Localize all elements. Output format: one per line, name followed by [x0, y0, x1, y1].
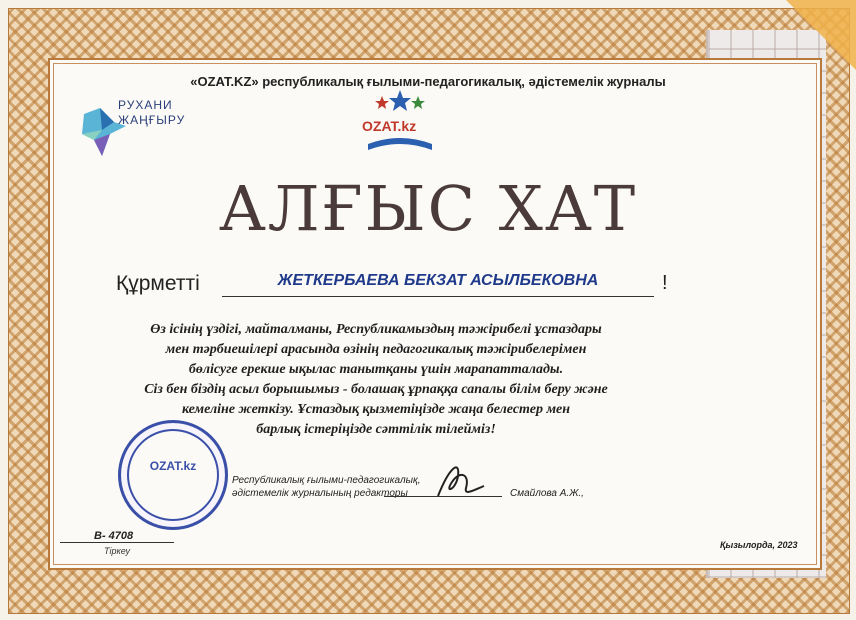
greeting-label: Құрметті — [116, 272, 200, 295]
city-date: Қызылорда, 2023 — [720, 540, 798, 550]
body-line: Өз ісінің үздігі, майталманы, Республикамыздың тәжірибелі ұстаздары — [150, 322, 602, 337]
recipient-name: ЖЕТКЕРБАЕВА БЕКЗАТ АСЫЛБЕКОВНА — [277, 272, 599, 289]
ozat-logo — [358, 88, 442, 158]
body-line: кемеліне жеткізу. Ұстаздық қызметіңізде жаңа белестер мен — [181, 402, 571, 417]
rukhani-zhangyru-logo — [80, 98, 200, 162]
signature-line — [384, 496, 502, 497]
exclamation-mark: ! — [662, 272, 668, 294]
certificate-title: АЛҒЫС ХАТ — [218, 172, 638, 245]
body-line: бөлісуге ерекше ықылас танытқаны үшін марапатталады. — [188, 362, 564, 377]
signer-role-line2: әдістемелік журналының редакторы — [232, 488, 408, 499]
body-line: мен тәрбиешілері арасында өзінің педагогикалық тәжірибелерімен — [165, 342, 587, 357]
signer-role-line1: Республикалық ғылыми-педагогикалық, — [232, 475, 421, 486]
journal-header: «OZAT.KZ» республикалық ғылыми-педагогикалық, әдістемелік журналы — [190, 74, 666, 89]
logo-text-line2: ЖАҢҒЫРУ — [118, 113, 186, 127]
registration-label: Тіркеу — [104, 546, 130, 556]
registration-underline — [60, 542, 174, 543]
logo-text-line1: РУХАНИ — [118, 98, 173, 112]
body-line: барлық істеріңізде сәттілік тілейміз! — [256, 422, 496, 437]
official-stamp — [118, 420, 228, 530]
body-line: Сіз бен біздің асыл борышымыз - болашақ ұрпаққа сапалы білім беру және — [144, 382, 608, 397]
stamp-center-text: OZAT.kz — [149, 459, 197, 473]
registration-number: В- 4708 — [94, 530, 134, 542]
signer-name: Смайлова А.Ж., — [510, 488, 584, 499]
ozat-brand-text: OZAT.kz — [362, 118, 417, 134]
name-underline — [222, 296, 654, 297]
